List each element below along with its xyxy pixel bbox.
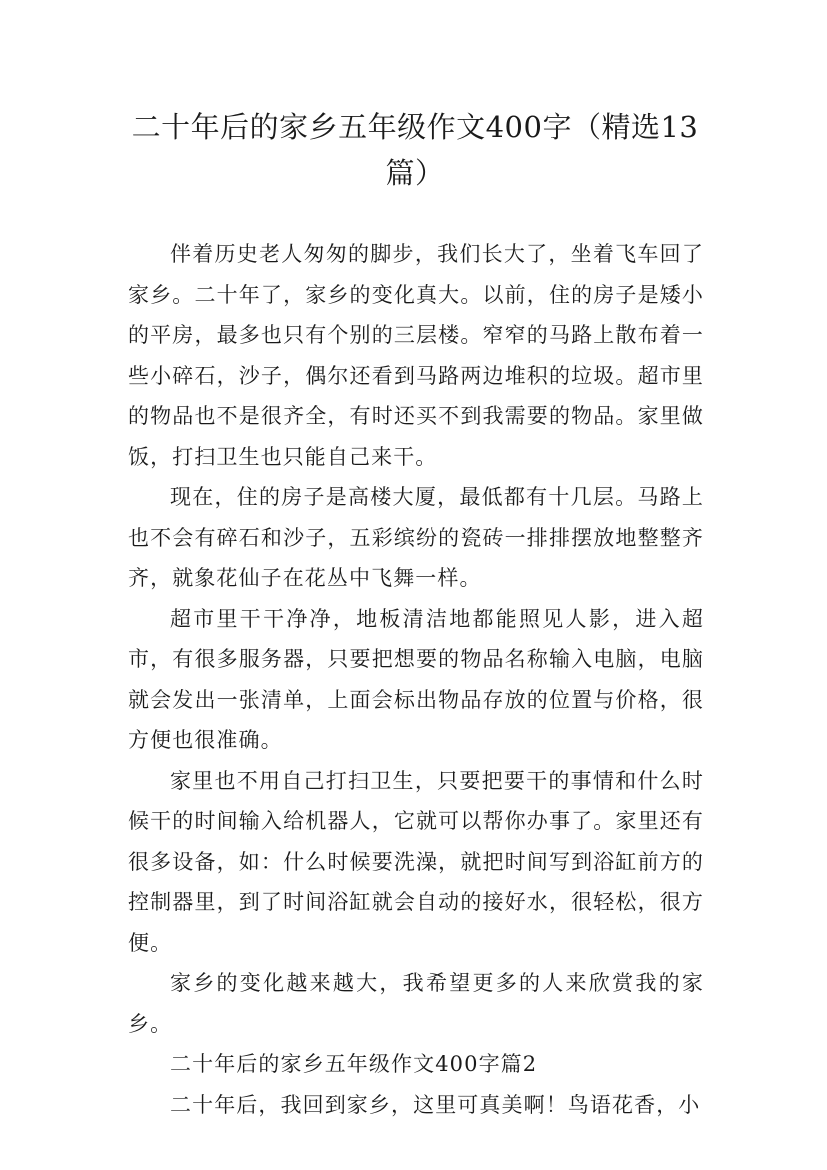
paragraph: 现在，住的房子是高楼大厦，最低都有十几层。马路上也不会有碎石和沙子，五彩缤纷的瓷砖一排排摆放地整整齐齐，就象花仙子在花丛中飞舞一样。 bbox=[128, 485, 704, 590]
paragraph: 伴着历史老人匆匆的脚步，我们长大了，坐着飞车回了家乡。二十年了，家乡的变化真大。以前，住的房子是矮小的平房，最多也只有个别的三层楼。窄窄的马路上散布着一些小碎石，沙子，偶尔还看到马路两边堆积的垃圾。超市里的物品也不是很齐全，有时还买不到我需要的物品。家里做饭，打扫卫生也只能自己来干。 bbox=[128, 242, 704, 469]
paragraph: 家里也不用自己打扫卫生，只要把要干的事情和什么时候干的时间输入给机器人，它就可以帮你办事了。家里还有很多设备，如：什么时候要洗澡，就把时间写到浴缸前方的控制器里，到了时间浴缸就会自动的接好水，很轻松，很方便。 bbox=[128, 768, 704, 955]
paragraph: 超市里干干净净，地板清洁地都能照见人影，进入超市，有很多服务器，只要把想要的物品名称输入电脑，电脑就会发出一张清单，上面会标出物品存放的位置与价格，很方便也很准确。 bbox=[128, 606, 704, 752]
document-body bbox=[128, 234, 704, 1125]
section-heading: 二十年后的家乡五年级作文400字篇2 bbox=[170, 1052, 538, 1076]
paragraph: 二十年后，我回到家乡，这里可真美啊！鸟语花香，小 bbox=[170, 1092, 701, 1117]
document-title: 二十年后的家乡五年级作文400字（精选13篇） bbox=[131, 110, 699, 190]
paragraph: 家乡的变化越来越大，我希望更多的人来欣赏我的家乡。 bbox=[128, 971, 704, 1036]
